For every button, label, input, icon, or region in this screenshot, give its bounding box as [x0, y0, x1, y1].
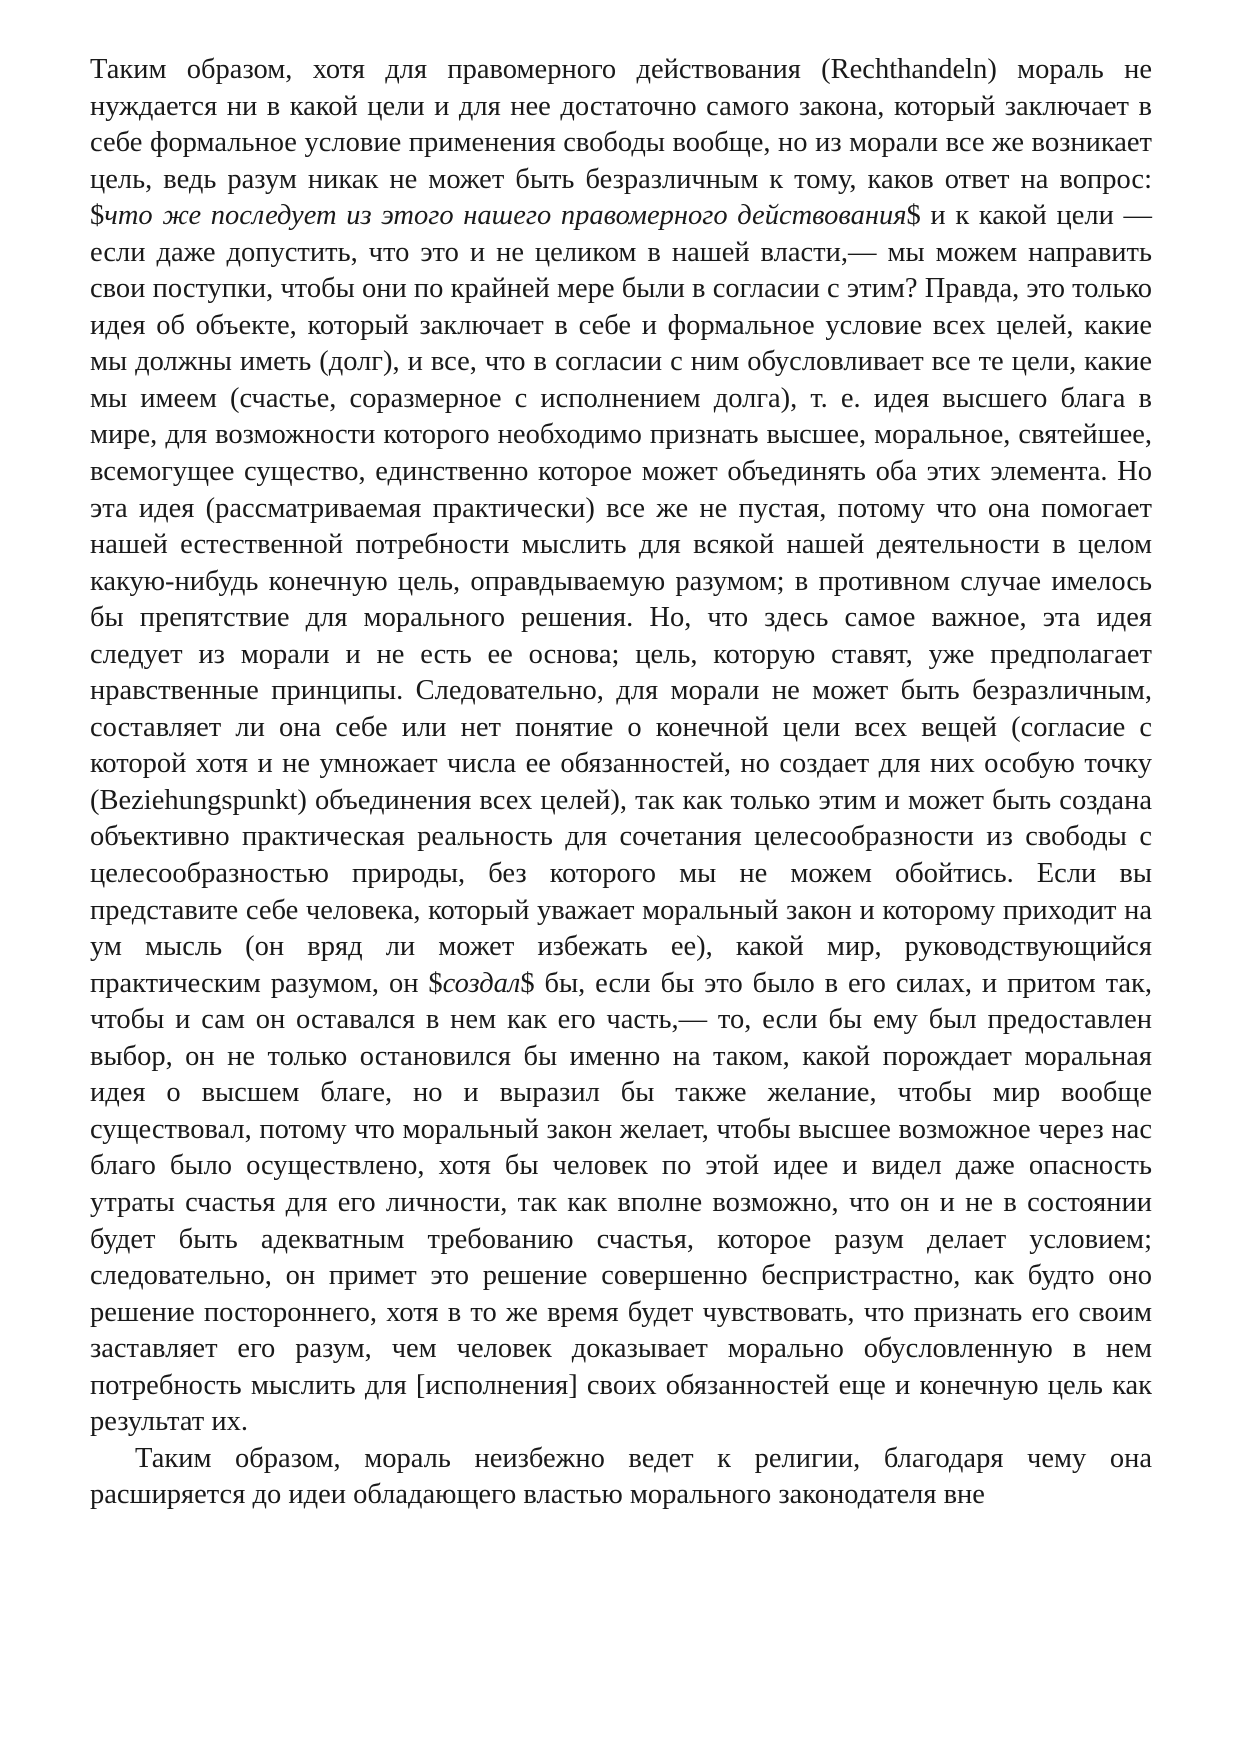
paragraph-1-italic-1: что же последует из этого нашего правомерного действования	[104, 200, 907, 232]
paragraph-1-text-1: Таким образом, хотя для правомерного действования (Rechthandeln) мораль не нуждается ни в какой цели и для нее достаточно самого закона, который заключает в себе формальное условие применения свободы вообще, но из морали все же возникает цель, ведь разум никак не может быть безразличным к тому, каков ответ на вопрос: $	[90, 54, 1152, 232]
paragraph-1-text-3: $ бы, если бы это было в его силах, и притом так, чтобы и сам он оставался в нем как его часть,— то, если бы ему был предоставлен выбор, он не только остановился бы именно на таком, какой порождает моральная идея о высшем благе, но и выразил бы также желание, чтобы мир вообще существовал, потому что моральный закон желает, чтобы высшее возможное через нас благо было осуществлено, хотя бы человек по этой идее и видел даже опасность утраты счастья для его личности, так как вполне возможно, что он и не в состоянии будет быть адекватным требованию счастья, которое разум делает условием; следовательно, он примет это решение совершенно беспристрастно, как будто оно решение постороннего, хотя в то же время будет чувствовать, что признать его своим заставляет его разум, чем человек доказывает морально обусловленную в нем потребность мыслить для [исполнения] своих обязанностей еще и конечную цель как результат их.	[90, 967, 1152, 1438]
document-page	[90, 52, 1152, 1514]
paragraph-1-italic-2: создал	[442, 967, 521, 999]
paragraph-1	[90, 52, 1152, 1441]
paragraph-2-text-1: Таким образом, мораль неизбежно ведет к религии, благодаря чему она расширяется до идеи обладающего властью морального законодателя вне	[90, 1442, 1152, 1511]
paragraph-1-text-2: $ и к какой цели — если даже допустить, что это и не целиком в нашей власти,— мы можем направить свои поступки, чтобы они по крайней мере были в согласии с этим? Правда, это только идея об объекте, который заключает в себе и формальное условие всех целей, какие мы должны иметь (долг), и все, что в согласии с ним обусловливает все те цели, какие мы имеем (счастье, соразмерное с исполнением долга), т. е. идея высшего блага в мире, для возможности которого необходимо признать высшее, моральное, святейшее, всемогущее существо, единственно которое может объединять оба этих элемента. Но эта идея (рассматриваемая практически) все же не пустая, потому что она помогает нашей естественной потребности мыслить для всякой нашей деятельности в целом какую-нибудь конечную цель, оправдываемую разумом; в противном случае имелось бы препятствие для морального решения. Но, что здесь самое важное, эта идея следует из морали и не есть ее основа; цель, которую ставят, уже предполагает нравственные принципы. Следовательно, для морали не может быть безразличным, составляет ли она себе или нет понятие о конечной цели всех вещей (согласие с которой хотя и не умножает числа ее обязанностей, но создает для них особую точку (Beziehungspunkt) объединения всех целей), так как только этим и может быть создана объективно практическая реальность для сочетания целесообразности из свободы с целесообразностью природы, без которого мы не можем обойтись. Если вы представите себе человека, который уважает моральный закон и которому приходит на ум мысль (он вряд ли может избежать ее), какой мир, руководствующийся практическим разумом, он $	[90, 200, 1152, 999]
paragraph-2	[90, 1441, 1152, 1514]
